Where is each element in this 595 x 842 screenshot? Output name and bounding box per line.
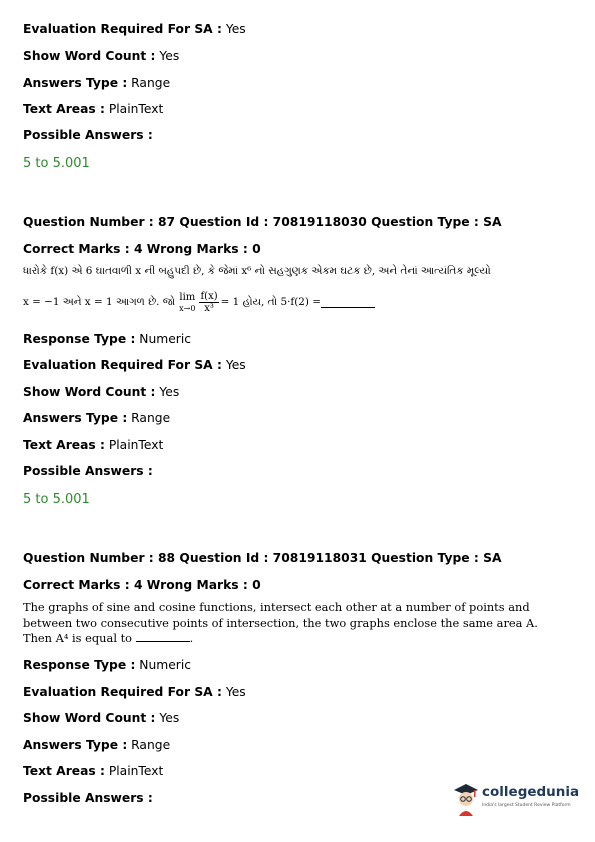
possible-answers-label: Possible Answers : [23,464,153,478]
show-word-count-row: Show Word Count : Yes [23,49,180,63]
question-text-line2 [23,291,375,314]
limit-operator: lim x→0 [179,291,196,313]
answers-type-row: Answers Type : Range [23,411,171,425]
question-text-part: x = −1 અને x = 1 આગળ છે. જો [23,295,176,308]
marks-row: Correct Marks : 4 Wrong Marks : 0 [23,242,261,256]
show-word-count-row: Show Word Count : Yes [23,711,180,725]
question-header: Question Number : 88 Question Id : 70819118031 Question Type : SA [23,551,502,565]
marks-row: Correct Marks : 4 Wrong Marks : 0 [23,578,261,592]
response-type-row: Response Type : Numeric [23,658,192,672]
question-text-part: = 1 હોય, તો 5·f(2) = [220,295,321,308]
answers-type-row: Answers Type : Range [23,76,171,90]
logo-tagline: India's largest Student Review Platform [482,803,571,808]
possible-answer-value: 5 to 5.001 [23,492,90,507]
question-text-line1: The graphs of sine and cosine functions, intersect each other at a number of points and [23,600,530,614]
text-areas-row: Text Areas : PlainText [23,438,164,452]
text-areas-row: Text Areas : PlainText [23,102,164,116]
response-type-row: Response Type : Numeric [23,332,192,346]
possible-answers-label: Possible Answers : [23,128,153,142]
answer-blank [321,297,375,308]
collegedunia-logo [452,782,580,818]
fraction: $\frac{f(x)}{\text{x³}}$ [200,291,218,314]
evaluation-required-row: Evaluation Required For SA : Yes [23,685,246,699]
possible-answers-label: Possible Answers : [23,791,153,805]
question-text-line1: ધારોકે f(x) એ 6 ઘાતવાળી x ની બહુપદી છે, કે જેમાં x⁶ નો સહગુણક એકમ ઘટક છે, અને તેનાં આત્યંતિક મૂલ્યો [23,265,491,277]
answer-blank [136,631,190,642]
evaluation-required-row: Evaluation Required For SA : Yes [23,22,246,36]
text-areas-row: Text Areas : PlainText [23,764,164,778]
possible-answer-value: 5 to 5.001 [23,156,90,171]
question-text-line3: Then A⁴ is equal to . [23,631,194,645]
show-word-count-row: Show Word Count : Yes [23,385,180,399]
evaluation-required-row: Evaluation Required For SA : Yes [23,358,246,372]
question-text-line2: between two consecutive points of intersection, the two graphs enclose the same area A. [23,616,538,630]
answers-type-row: Answers Type : Range [23,738,171,752]
logo-wordmark: collegedunia [482,784,580,800]
graduate-mascot-icon [452,782,480,816]
question-header: Question Number : 87 Question Id : 70819118030 Question Type : SA [23,215,502,229]
